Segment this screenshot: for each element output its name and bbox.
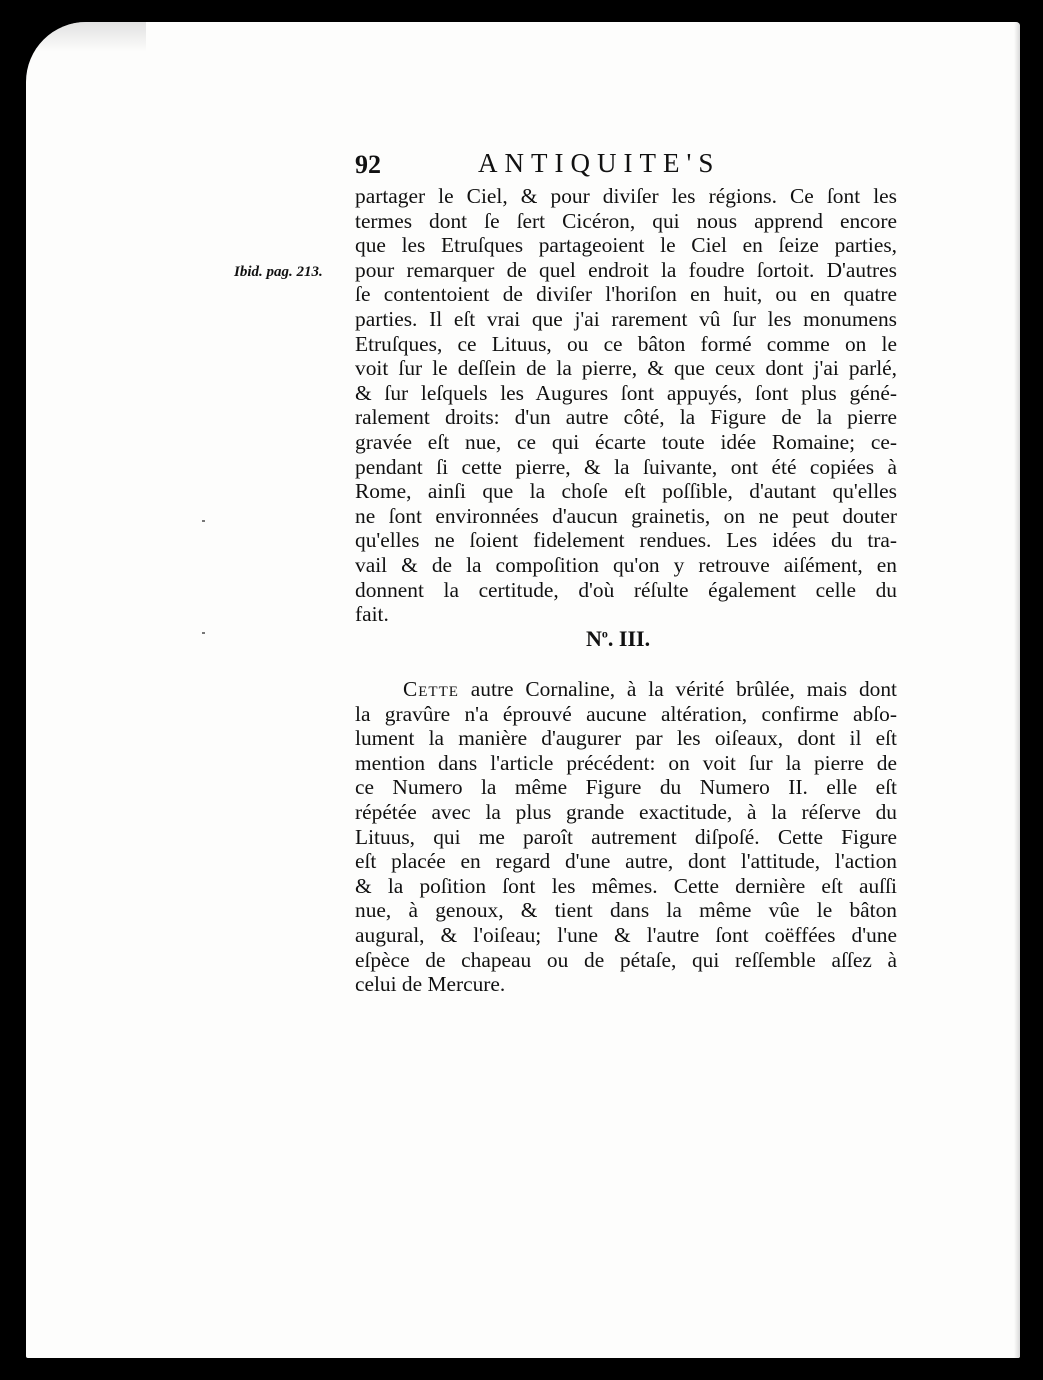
text-line: & ſur leſquels les Augures ſont appuyés, ſont plus géné- [355, 380, 897, 405]
page-edge-shadow [26, 22, 146, 52]
text-line: parties. Il eſt vrai que j'ai rarement vû ſur les monumens [355, 306, 897, 331]
text-line: ce Numero la même Figure du Numero II. elle eſt [355, 775, 897, 800]
text-line: répétée avec la plus grande exactitude, à la réſerve du [355, 799, 897, 824]
text-line: partager le Ciel, & pour diviſer les régions. Ce ſont les [355, 184, 897, 208]
paragraph-section-iii [355, 677, 897, 997]
text-line: que les Etruſques partageoient le Ciel en ſeize parties, [355, 233, 897, 258]
text-line: eſt placée en regard d'une autre, dont l'attitude, l'action [355, 849, 897, 874]
text-line: donnent la certitude, d'où réſulte également celle du [355, 577, 897, 602]
text-line: lument la manière d'augurer par les oiſeaux, dont il eſt [355, 726, 897, 751]
text-line: voit ſur le deſſein de la pierre, & que ceux dont j'ai parlé, [355, 356, 897, 381]
section-heading-superscript: o [601, 626, 608, 641]
text-line: fait. [355, 602, 389, 627]
text-line: ſe contentoient de diviſer l'horiſon en huit, ou en quatre [355, 282, 897, 307]
text-line: mention dans l'article précédent: on voit ſur la pierre de [355, 750, 897, 775]
ink-speck [202, 520, 205, 522]
text-line: la gravûre n'a éprouvé aucune altération, confirme abſo- [355, 701, 897, 726]
page-number: 92 [355, 150, 381, 179]
first-line-rest: autre Cornaline, à la vérité brûlée, mais dont [458, 677, 897, 701]
ink-speck [202, 632, 205, 634]
text-line: Etruſques, ce Lituus, ou ce bâton formé comme on le [355, 331, 897, 356]
margin-note: Ibid. pag. 213. [234, 264, 323, 280]
running-title: ANTIQUITE'S [478, 148, 721, 178]
section-heading-suffix: . III. [607, 626, 651, 651]
text-line-first [355, 677, 897, 702]
text-line: augural, & l'oiſeau; l'une & l'autre ſont coëffées d'une [355, 922, 897, 947]
text-line: vail & de la compoſition qu'on y retrouve aiſément, en [355, 552, 897, 577]
text-line: pour remarquer de quel endroit la foudre ſortoit. D'autres [355, 257, 897, 282]
text-line: Lituus, qui me paroît autrement diſpoſé. Cette Figure [355, 824, 897, 849]
book-page [26, 22, 1020, 1358]
text-line: termes dont ſe ſert Cicéron, qui nous apprend encore [355, 208, 897, 233]
section-heading [586, 626, 650, 652]
paragraph-continued [355, 184, 897, 627]
text-line: pendant ſi cette pierre, & la ſuivante, ont été copiées à [355, 454, 897, 479]
text-line: Rome, ainſi que la choſe eſt poſſible, d'autant qu'elles [355, 479, 897, 504]
text-line: nue, à genoux, & tient dans la même vûe le bâton [355, 898, 897, 923]
lead-word: Cette [403, 677, 459, 701]
text-line: celui de Mercure. [355, 972, 506, 997]
gutter-shadow [1014, 22, 1020, 1358]
text-line: qu'elles ne ſoient fidelement rendues. Les idées du tra- [355, 528, 897, 553]
section-heading-prefix: N [586, 626, 602, 651]
text-line: ne ſont environnées d'aucun grainetis, on ne peut douter [355, 503, 897, 528]
text-line: & la poſition ſont les mêmes. Cette dernière eſt auſſi [355, 873, 897, 898]
text-line: gravée eſt nue, ce qui écarte toute idée Romaine; ce- [355, 429, 897, 454]
text-line: eſpèce de chapeau ou de pétaſe, qui reſſemble aſſez à [355, 947, 897, 972]
text-line: ralement droits: d'un autre côté, la Figure de la pierre [355, 405, 897, 430]
